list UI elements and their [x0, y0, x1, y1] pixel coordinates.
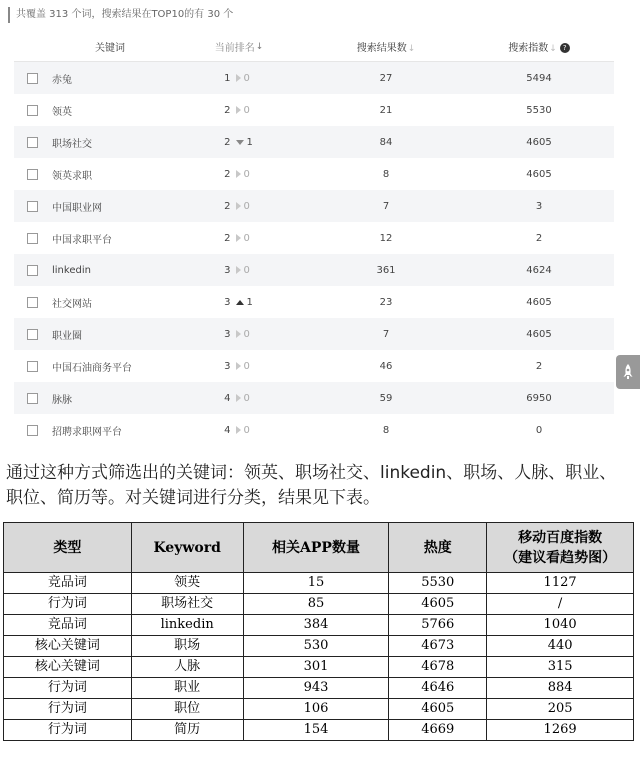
cell-type: 核心关键词 — [4, 657, 132, 678]
rank-cell — [170, 169, 308, 180]
cell-type: 行为词 — [4, 720, 132, 741]
cell-type: 行为词 — [4, 594, 132, 615]
header-keyword: 关键词 — [95, 43, 125, 54]
header-baidu-index: 移动百度指数 （建议看趋势图） — [487, 523, 634, 573]
header-rank-sort[interactable]: 当前排名 ↓ — [214, 41, 264, 54]
index-cell: 5530 — [526, 104, 552, 116]
cell-type: 竞品词 — [4, 573, 132, 594]
rank-delta: 0 — [243, 392, 250, 404]
row-checkbox[interactable] — [27, 105, 38, 116]
keyword-cell: 招聘求职网平台 — [52, 426, 122, 438]
trend-flat-icon — [236, 106, 241, 114]
keyword-cell: 职业圈 — [52, 330, 82, 342]
index-cell: 2 — [535, 232, 543, 244]
keyword-cell: 中国石油商务平台 — [52, 362, 132, 374]
results-cell: 8 — [382, 424, 390, 436]
cell-app-count: 154 — [243, 720, 389, 741]
rank-value: 2 — [224, 104, 231, 116]
coverage-note: 共覆盖 313 个词，搜索结果在TOP10的有 30 个 — [8, 7, 233, 23]
header-keyword-en: Keyword — [131, 523, 243, 573]
rank-delta: 0 — [243, 168, 250, 180]
index-cell: 0 — [535, 424, 543, 436]
rank-cell — [170, 233, 308, 244]
results-cell: 361 — [376, 264, 396, 276]
index-cell: 3 — [535, 200, 543, 212]
cell-heat: 4646 — [389, 678, 487, 699]
table-row — [14, 382, 614, 414]
trend-flat-icon — [236, 202, 241, 210]
cell-baidu: 1269 — [487, 720, 634, 741]
row-checkbox[interactable] — [27, 361, 38, 372]
row-checkbox[interactable] — [27, 329, 38, 340]
row-checkbox[interactable] — [27, 425, 38, 436]
keyword-cell: 社交网站 — [52, 298, 92, 310]
cell-app-count: 85 — [243, 594, 389, 615]
index-cell: 2 — [535, 360, 543, 372]
rank-cell — [170, 137, 308, 148]
cell-type: 竞品词 — [4, 615, 132, 636]
results-cell: 59 — [379, 392, 393, 404]
cell-keyword: 职场社交 — [131, 594, 243, 615]
rank-value: 3 — [224, 264, 231, 276]
keyword-cell: 赤兔 — [52, 74, 72, 86]
keyword-cell: 领英求职 — [52, 170, 92, 182]
rank-value: 4 — [224, 392, 231, 404]
rank-cell — [170, 425, 308, 436]
results-cell: 7 — [382, 200, 390, 212]
header-type: 类型 — [4, 523, 132, 573]
cell-baidu: / — [487, 594, 634, 615]
header-app-count: 相关APP数量 — [243, 523, 389, 573]
index-cell: 4605 — [526, 168, 552, 180]
row-checkbox[interactable] — [27, 265, 38, 276]
cell-baidu: 440 — [487, 636, 634, 657]
index-cell: 6950 — [526, 392, 552, 404]
rank-cell — [170, 265, 308, 276]
results-cell: 84 — [379, 136, 393, 148]
results-cell: 23 — [379, 296, 393, 308]
table-row — [14, 94, 614, 126]
keyword-table-body — [14, 62, 614, 446]
table-row — [14, 158, 614, 190]
rank-value: 4 — [224, 424, 231, 436]
keyword-cell: 职场社交 — [52, 138, 92, 150]
header-results-sort[interactable]: 搜索结果数↓ — [356, 43, 416, 54]
rank-cell — [170, 297, 308, 308]
row-checkbox[interactable] — [27, 201, 38, 212]
results-cell: 7 — [382, 328, 390, 340]
table-row — [14, 414, 614, 446]
cell-heat: 4673 — [389, 636, 487, 657]
keyword-table-header — [14, 32, 614, 62]
index-cell: 4605 — [526, 328, 552, 340]
trend-flat-icon — [236, 394, 241, 402]
trend-flat-icon — [236, 362, 241, 370]
rank-value: 2 — [224, 232, 231, 244]
rank-delta: 0 — [243, 424, 250, 436]
rank-delta: 0 — [243, 72, 250, 84]
cell-app-count: 15 — [243, 573, 389, 594]
row-checkbox[interactable] — [27, 233, 38, 244]
category-table-header — [4, 523, 634, 573]
row-checkbox[interactable] — [27, 297, 38, 308]
table-row — [4, 720, 634, 741]
cell-heat: 5766 — [389, 615, 487, 636]
index-cell: 4605 — [526, 136, 552, 148]
cell-heat: 4669 — [389, 720, 487, 741]
table-row — [14, 126, 614, 158]
keyword-cell: 中国职业网 — [52, 202, 102, 214]
trend-flat-icon — [236, 330, 241, 338]
table-row — [14, 254, 614, 286]
table-row — [14, 190, 614, 222]
cell-keyword: 职位 — [131, 699, 243, 720]
summary-paragraph: 通过这种方式筛选出的关键词：领英、职场社交、linkedin、职场、人脉、职业、职位、简历等。对关键词进行分类，结果见下表。 — [6, 463, 617, 508]
rank-delta: 0 — [243, 360, 250, 372]
cell-baidu: 1040 — [487, 615, 634, 636]
cell-keyword: 简历 — [131, 720, 243, 741]
table-row — [14, 222, 614, 254]
sort-down-icon: ↓ — [549, 44, 557, 54]
rank-value: 3 — [224, 360, 231, 372]
trend-down-icon — [236, 140, 244, 145]
table-row — [4, 573, 634, 594]
results-cell: 12 — [379, 232, 393, 244]
rank-value: 1 — [224, 72, 231, 84]
rocket-icon — [622, 364, 634, 380]
row-checkbox[interactable] — [27, 393, 38, 404]
keyword-cell: linkedin — [52, 264, 91, 276]
rank-delta: 1 — [246, 136, 253, 148]
cell-baidu: 1127 — [487, 573, 634, 594]
table-row — [4, 657, 634, 678]
cell-heat: 4605 — [389, 699, 487, 720]
rank-value: 2 — [224, 200, 231, 212]
index-cell: 4605 — [526, 296, 552, 308]
trend-flat-icon — [236, 170, 241, 178]
trend-flat-icon — [236, 74, 241, 82]
cell-keyword: 职场 — [131, 636, 243, 657]
row-checkbox[interactable] — [27, 73, 38, 84]
table-row — [4, 678, 634, 699]
table-row — [4, 699, 634, 720]
row-checkbox[interactable] — [27, 137, 38, 148]
keyword-cell: 脉脉 — [52, 394, 72, 406]
rank-cell — [170, 393, 308, 404]
table-row — [14, 318, 614, 350]
rank-delta: 0 — [243, 232, 250, 244]
table-row — [4, 636, 634, 657]
category-table-body — [4, 573, 634, 741]
rank-delta: 0 — [243, 104, 250, 116]
cell-keyword: 领英 — [131, 573, 243, 594]
cell-type: 行为词 — [4, 678, 132, 699]
cell-baidu: 884 — [487, 678, 634, 699]
sort-down-icon: ↓ — [407, 44, 416, 54]
rank-cell — [170, 201, 308, 212]
cell-app-count: 530 — [243, 636, 389, 657]
table-row — [14, 62, 614, 94]
cell-heat: 4605 — [389, 594, 487, 615]
cell-type: 核心关键词 — [4, 636, 132, 657]
table-row — [4, 615, 634, 636]
rank-value: 2 — [224, 136, 231, 148]
trend-up-icon — [236, 300, 244, 305]
rank-cell — [170, 105, 308, 116]
cell-keyword: 人脉 — [131, 657, 243, 678]
rank-cell — [170, 329, 308, 340]
rank-delta: 0 — [243, 328, 250, 340]
rank-value: 2 — [224, 168, 231, 180]
help-icon[interactable]: ? — [560, 43, 570, 53]
index-cell: 4624 — [526, 264, 552, 276]
cell-baidu: 315 — [487, 657, 634, 678]
table-row — [4, 594, 634, 615]
rank-delta: 0 — [243, 264, 250, 276]
cell-app-count: 301 — [243, 657, 389, 678]
row-checkbox[interactable] — [27, 169, 38, 180]
side-rocket-tab[interactable] — [616, 355, 640, 389]
rank-cell — [170, 73, 308, 84]
cell-type: 行为词 — [4, 699, 132, 720]
header-index-sort[interactable]: 搜索指数↓ ? — [464, 39, 614, 54]
trend-flat-icon — [236, 266, 241, 274]
rank-value: 3 — [224, 296, 231, 308]
trend-flat-icon — [236, 426, 241, 434]
keyword-cell: 中国求职平台 — [52, 234, 112, 246]
cell-baidu: 205 — [487, 699, 634, 720]
header-heat: 热度 — [389, 523, 487, 573]
cell-keyword: linkedin — [131, 615, 243, 636]
rank-cell — [170, 361, 308, 372]
table-row — [14, 286, 614, 318]
rank-delta: 1 — [246, 296, 253, 308]
results-cell: 21 — [379, 104, 393, 116]
results-cell: 8 — [382, 168, 390, 180]
keyword-category-table — [3, 522, 634, 741]
trend-flat-icon — [236, 234, 241, 242]
keyword-ranking-table — [14, 32, 614, 446]
cell-keyword: 职业 — [131, 678, 243, 699]
index-cell: 5494 — [526, 72, 552, 84]
keyword-cell: 领英 — [52, 106, 72, 118]
rank-value: 3 — [224, 328, 231, 340]
sort-down-icon: ↓ — [255, 41, 264, 52]
cell-heat: 4678 — [389, 657, 487, 678]
cell-heat: 5530 — [389, 573, 487, 594]
cell-app-count: 943 — [243, 678, 389, 699]
cell-app-count: 384 — [243, 615, 389, 636]
results-cell: 27 — [379, 72, 393, 84]
rank-delta: 0 — [243, 200, 250, 212]
cell-app-count: 106 — [243, 699, 389, 720]
table-row — [14, 350, 614, 382]
results-cell: 46 — [379, 360, 393, 372]
